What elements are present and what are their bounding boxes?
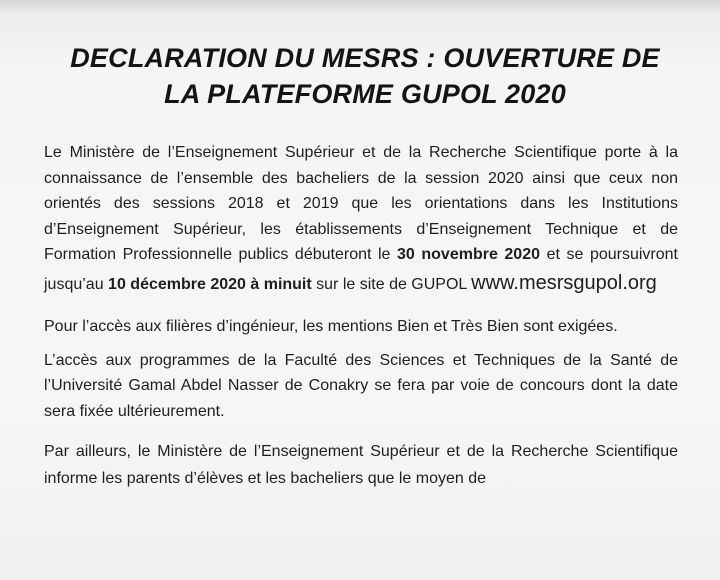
document-body [44, 140, 678, 492]
paragraph-payment: Par ailleurs, le Ministère de l’Enseignement Supérieur et de la Recherche Scientifique informe les parents d’élèves et les bacheliers que le moyen de [44, 443, 678, 487]
title-line-2: LA PLATEFORME GUPOL 2020 [164, 79, 566, 109]
paragraph-engineering: Pour l’accès aux filières d’ingénieur, les mentions Bien et Très Bien sont exigées. [44, 317, 618, 335]
paragraph-health-faculty: L’accès aux programmes de la Faculté des Sciences et Techniques de la Santé de l’Université Gamal Abdel Nasser de Conakry se fera par voie de concours dont la date sera fixée ultérieurement. [44, 351, 678, 420]
end-date: 10 décembre 2020 à minuit [108, 275, 312, 293]
paragraph-text-b: et se poursuivront jusqu’au [44, 246, 679, 293]
title-line-1: DECLARATION DU MESRS : OUVERTURE DE [70, 43, 660, 73]
paragraph-text-c: sur le site de GUPOL [311, 275, 472, 293]
website-url: www.mesrsgupol.org [471, 271, 657, 294]
paragraph-text-a: Le Ministère de l’Enseignement Supérieur et de la Recherche Scientifique porte à la connaissance de l’ensemble des bacheliers de la session 2020 ainsi que ceux non orientés des sessions 2018 et 2019 que les orientations dans les Institutions d’Enseignement Supérieur, les établissements d’Enseignement Technique et de Formation Professionnelle publics débuteront le [44, 144, 678, 263]
document-title [30, 40, 700, 112]
page-top-edge [0, 0, 720, 14]
start-date: 30 novembre 2020 [397, 246, 541, 263]
paragraph-orientation [44, 140, 678, 298]
